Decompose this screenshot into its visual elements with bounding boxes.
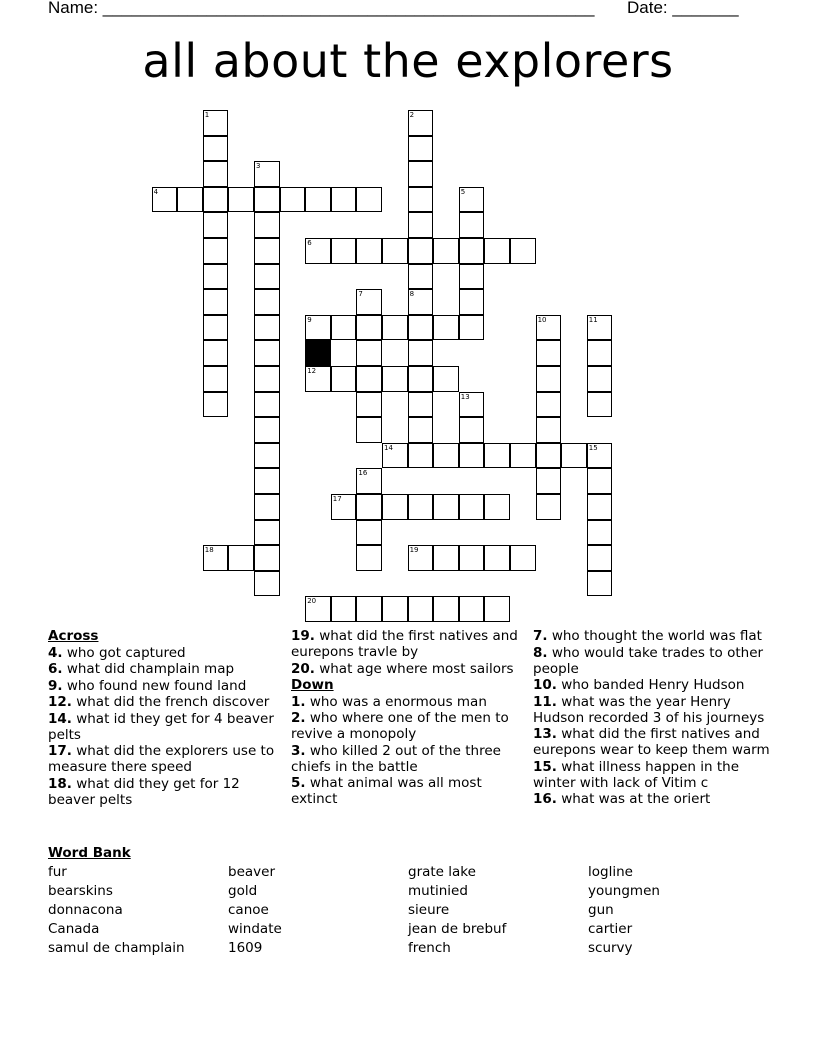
crossword-cell[interactable]	[408, 392, 434, 418]
crossword-cell[interactable]	[356, 392, 382, 418]
crossword-cell[interactable]	[203, 136, 229, 162]
crossword-cell[interactable]	[228, 187, 254, 213]
word-bank-item: grate lake	[408, 864, 476, 880]
clue-text: what did champlain map	[62, 661, 235, 677]
crossword-cell[interactable]	[459, 315, 485, 341]
crossword-cell[interactable]	[408, 161, 434, 187]
clue-number: 2.	[291, 710, 306, 726]
word-bank-item: sieure	[408, 902, 450, 918]
clue-number: 9	[307, 315, 312, 324]
crossword-cell[interactable]	[536, 340, 562, 366]
crossword-cell[interactable]	[254, 187, 280, 213]
clue-text: what age where most sailors	[314, 660, 514, 677]
clue-number: 18	[204, 546, 214, 555]
clue-number: 15.	[533, 758, 557, 775]
clue-number: 12.	[48, 694, 72, 710]
crossword-cell[interactable]	[152, 187, 178, 213]
crossword-cell[interactable]	[408, 289, 434, 315]
crossword-cell[interactable]	[484, 238, 510, 264]
crossword-cell[interactable]	[459, 417, 485, 443]
crossword-cell[interactable]	[433, 494, 459, 520]
clue-text: who killed 2 out of the three chiefs in the battle	[291, 742, 501, 775]
crossword-cell[interactable]	[203, 264, 229, 290]
crossword-cell[interactable]	[484, 443, 510, 469]
crossword-cell[interactable]	[305, 187, 331, 213]
down-clue-7	[533, 628, 771, 644]
clue-number: 2	[409, 111, 415, 119]
across-clue-18	[48, 776, 278, 808]
crossword-cell[interactable]	[254, 571, 280, 597]
crossword-cell[interactable]	[254, 392, 280, 418]
crossword-cell[interactable]	[305, 596, 331, 622]
crossword-cell[interactable]	[587, 545, 613, 571]
crossword-cell[interactable]	[433, 596, 459, 622]
crossword-cell[interactable]	[203, 366, 229, 392]
crossword-cell[interactable]	[254, 443, 280, 469]
crossword-cell[interactable]	[459, 392, 485, 418]
crossword-cell[interactable]	[510, 443, 536, 469]
clue-number: 6	[307, 239, 312, 247]
word-bank-item: Canada	[48, 921, 100, 937]
clue-number: 8	[409, 290, 415, 299]
crossword-cell[interactable]	[203, 315, 229, 341]
clues-column-3	[533, 628, 771, 808]
crossword-cell[interactable]	[408, 187, 434, 213]
crossword-cell[interactable]	[280, 187, 306, 213]
across-heading: Across	[48, 628, 99, 644]
crossword-cell[interactable]	[356, 596, 382, 622]
clue-text: who would take trades to other people	[533, 644, 764, 677]
crossword-cell[interactable]	[587, 315, 613, 341]
clue-text: who got captured	[62, 644, 186, 661]
clue-number: 10	[537, 315, 547, 324]
crossword-cell[interactable]	[331, 315, 357, 341]
page-title: all about the explorers	[142, 34, 674, 88]
crossword-cell[interactable]	[254, 468, 280, 494]
crossword-cell[interactable]	[587, 494, 613, 520]
clue-number: 7	[358, 290, 363, 299]
crossword-cell[interactable]	[254, 264, 280, 290]
clue-number: 3.	[291, 742, 306, 759]
crossword-cell[interactable]	[382, 366, 408, 392]
word-bank-column	[48, 863, 185, 958]
crossword-cell[interactable]	[459, 264, 485, 290]
crossword-cell[interactable]	[382, 494, 408, 520]
crossword-cell[interactable]	[459, 238, 485, 264]
clue-text: what animal was all most extinct	[291, 775, 482, 807]
clue-text: what did the first natives and eurepons wear to keep them warm	[533, 726, 770, 758]
word-bank-title: Word Bank	[48, 845, 131, 861]
clue-text: what was at the oriert	[556, 791, 711, 807]
name-field-label: Name: ____________________________________________________	[48, 0, 595, 17]
crossword-cell[interactable]	[459, 545, 485, 571]
clue-text: what did the first natives and eurepons travle by	[291, 628, 518, 660]
crossword-black-cell	[305, 340, 331, 366]
word-bank-item: canoe	[228, 902, 269, 918]
crossword-cell[interactable]	[536, 315, 562, 341]
crossword-cell[interactable]	[408, 110, 434, 136]
crossword-cell[interactable]	[254, 289, 280, 315]
word-bank-item: gold	[228, 883, 258, 899]
word-bank-column	[588, 863, 660, 958]
crossword-cell[interactable]	[536, 494, 562, 520]
crossword-cell[interactable]	[408, 417, 434, 443]
crossword-cell[interactable]	[254, 161, 280, 187]
across-clue-6	[48, 661, 278, 677]
crossword-cell[interactable]	[459, 212, 485, 238]
clue-text: what was the year Henry Hudson recorded 3 of his journeys	[533, 693, 765, 726]
crossword-cell[interactable]	[536, 417, 562, 443]
word-bank-item: samul de champlain	[48, 940, 185, 956]
clue-number: 7.	[533, 628, 548, 644]
clue-number: 20	[307, 597, 317, 606]
word-bank-item: gun	[588, 902, 614, 918]
crossword-cell[interactable]	[203, 161, 229, 187]
clue-text: who was a enormous man	[305, 693, 487, 710]
crossword-cell[interactable]	[408, 443, 434, 469]
crossword-cell[interactable]	[382, 443, 408, 469]
clue-text: who found new found land	[62, 677, 247, 694]
clues-column-1	[48, 628, 278, 808]
down-clue-13	[533, 726, 771, 758]
crossword-cell[interactable]	[536, 468, 562, 494]
crossword-cell[interactable]	[254, 212, 280, 238]
crossword-cell[interactable]	[510, 238, 536, 264]
down-clue-2	[291, 710, 521, 742]
crossword-cell[interactable]	[408, 264, 434, 290]
crossword-cell[interactable]	[484, 596, 510, 622]
word-bank-column	[228, 863, 282, 958]
crossword-cell[interactable]	[408, 136, 434, 162]
crossword-cell[interactable]	[408, 238, 434, 264]
down-clue-10	[533, 677, 771, 693]
down-clue-15	[533, 759, 771, 791]
word-bank-column	[408, 863, 506, 958]
crossword-cell[interactable]	[305, 238, 331, 264]
crossword-cell[interactable]	[356, 187, 382, 213]
clue-number: 19	[409, 546, 419, 555]
crossword-cell[interactable]	[587, 392, 613, 418]
clue-number: 1.	[291, 693, 306, 710]
word-bank-item: fur	[48, 864, 67, 880]
crossword-cell[interactable]	[433, 238, 459, 264]
clue-number: 14	[384, 443, 393, 452]
crossword-cell[interactable]	[254, 366, 280, 392]
clue-text: what illness happen in the winter with lack of Vitim c	[533, 758, 740, 791]
crossword-cell[interactable]	[459, 187, 485, 213]
crossword-cell[interactable]	[331, 238, 357, 264]
clue-number: 17.	[48, 743, 72, 759]
crossword-cell[interactable]	[254, 315, 280, 341]
crossword-cell[interactable]	[459, 596, 485, 622]
crossword-cell[interactable]	[356, 238, 382, 264]
crossword-cell[interactable]	[484, 494, 510, 520]
crossword-cell[interactable]	[203, 340, 229, 366]
clue-text: what did the explorers use to measure there speed	[48, 743, 275, 775]
crossword-cell[interactable]	[382, 596, 408, 622]
crossword-cell[interactable]	[587, 340, 613, 366]
crossword-cell[interactable]	[587, 571, 613, 597]
across-clue-19	[291, 628, 521, 660]
crossword-cell[interactable]	[254, 520, 280, 546]
word-bank-item: beaver	[228, 864, 275, 880]
across-clue-17	[48, 743, 278, 775]
crossword-cell[interactable]	[408, 596, 434, 622]
clue-number: 16.	[533, 791, 557, 807]
crossword-cell[interactable]	[356, 366, 382, 392]
word-bank-item: cartier	[588, 921, 633, 937]
clue-number: 13	[460, 392, 470, 401]
crossword-cell[interactable]	[254, 238, 280, 264]
crossword-cell[interactable]	[203, 545, 229, 571]
clue-number: 5	[460, 187, 466, 196]
crossword-cell[interactable]	[203, 392, 229, 418]
down-clue-3	[291, 743, 521, 775]
crossword-cell[interactable]	[331, 366, 357, 392]
down-clue-16	[533, 791, 771, 807]
crossword-cell[interactable]	[382, 315, 408, 341]
clue-number: 4.	[48, 644, 63, 661]
clue-number: 10.	[533, 677, 557, 693]
crossword-cell[interactable]	[203, 110, 229, 136]
clue-text: who where one of the men to revive a monopoly	[291, 710, 509, 742]
crossword-cell[interactable]	[484, 545, 510, 571]
crossword-cell[interactable]	[433, 443, 459, 469]
clue-number: 17	[332, 495, 342, 503]
crossword-cell[interactable]	[203, 212, 229, 238]
crossword-cell[interactable]	[356, 289, 382, 315]
crossword-cell[interactable]	[228, 545, 254, 571]
crossword-cell[interactable]	[536, 392, 562, 418]
crossword-cell[interactable]	[203, 187, 229, 213]
crossword-cell[interactable]	[408, 315, 434, 341]
crossword-cell[interactable]	[510, 545, 536, 571]
clue-text: who banded Henry Hudson	[556, 677, 745, 693]
crossword-cell[interactable]	[254, 545, 280, 571]
crossword-cell[interactable]	[356, 468, 382, 494]
crossword-cell[interactable]	[536, 366, 562, 392]
clue-number: 16	[358, 469, 368, 478]
crossword-cell[interactable]	[536, 443, 562, 469]
clue-number: 8.	[533, 644, 548, 661]
word-bank-item: donnacona	[48, 902, 123, 918]
crossword-cell[interactable]	[356, 315, 382, 341]
clue-text: what did they get for 12 beaver pelts	[48, 775, 240, 808]
crossword-cell[interactable]	[331, 596, 357, 622]
across-clue-12	[48, 694, 278, 710]
date-field-label: Date: _______	[627, 0, 739, 17]
clue-number: 12	[307, 367, 317, 375]
crossword-cell[interactable]	[459, 494, 485, 520]
crossword-cell[interactable]	[331, 494, 357, 520]
down-clue-8	[533, 645, 771, 677]
crossword-cell[interactable]	[305, 366, 331, 392]
down-clue-1	[291, 694, 521, 710]
clue-text: what id they get for 4 beaver pelts	[48, 710, 274, 743]
across-clue-14	[48, 711, 278, 743]
clue-number: 6.	[48, 661, 63, 677]
crossword-cell[interactable]	[408, 545, 434, 571]
clue-number: 9.	[48, 677, 63, 694]
word-bank-item: logline	[588, 864, 633, 880]
crossword-cell[interactable]	[177, 187, 203, 213]
across-clue-9	[48, 678, 278, 694]
crossword-cell[interactable]	[305, 315, 331, 341]
word-bank-item: windate	[228, 921, 282, 937]
crossword-cell[interactable]	[382, 238, 408, 264]
clue-number: 5.	[291, 775, 306, 791]
clue-number: 3	[256, 162, 261, 171]
crossword-cell[interactable]	[587, 366, 613, 392]
crossword-cell[interactable]	[254, 417, 280, 443]
clue-number: 14.	[48, 710, 72, 727]
crossword-cell[interactable]	[356, 494, 382, 520]
clue-number: 4	[153, 187, 159, 196]
clue-number: 1	[204, 111, 210, 119]
clue-number: 18.	[48, 775, 72, 792]
across-clue-4	[48, 645, 278, 661]
crossword-cell[interactable]	[433, 315, 459, 341]
crossword-cell[interactable]	[356, 417, 382, 443]
clue-number: 15	[588, 443, 598, 452]
word-bank-item: 1609	[228, 940, 263, 956]
crossword-cell[interactable]	[203, 238, 229, 264]
crossword-cell[interactable]	[561, 443, 587, 469]
crossword-cell[interactable]	[254, 340, 280, 366]
clue-number: 20.	[291, 660, 315, 677]
crossword-cell[interactable]	[587, 443, 613, 469]
crossword-cell[interactable]	[408, 340, 434, 366]
clue-number: 13.	[533, 726, 557, 742]
crossword-cell[interactable]	[587, 468, 613, 494]
clue-number: 11	[588, 315, 598, 324]
crossword-cell[interactable]	[356, 545, 382, 571]
down-clue-5	[291, 775, 521, 807]
clues-column-2	[291, 628, 521, 808]
clue-number: 11.	[533, 693, 557, 710]
crossword-cell[interactable]	[356, 520, 382, 546]
clue-text: who thought the world was flat	[547, 628, 762, 644]
word-bank-item: bearskins	[48, 883, 113, 899]
word-bank-item: jean de brebuf	[408, 921, 507, 937]
crossword-cell[interactable]	[433, 545, 459, 571]
word-bank-item: french	[408, 940, 451, 956]
crossword-cell[interactable]	[408, 366, 434, 392]
crossword-cell[interactable]	[331, 187, 357, 213]
crossword-cell[interactable]	[459, 443, 485, 469]
word-bank-item: mutinied	[408, 883, 468, 899]
crossword-cell[interactable]	[459, 289, 485, 315]
clue-text: what did the french discover	[71, 694, 270, 710]
crossword-cell[interactable]	[254, 494, 280, 520]
crossword-cell[interactable]	[587, 520, 613, 546]
down-heading: Down	[291, 677, 334, 693]
word-bank-item: scurvy	[588, 940, 633, 956]
crossword-cell[interactable]	[408, 494, 434, 520]
crossword-cell[interactable]	[408, 212, 434, 238]
crossword-cell[interactable]	[433, 366, 459, 392]
crossword-cell[interactable]	[356, 340, 382, 366]
down-clue-11	[533, 694, 771, 726]
word-bank-item: youngmen	[588, 883, 660, 899]
across-clue-20	[291, 661, 521, 677]
crossword-cell[interactable]	[203, 289, 229, 315]
clue-number: 19.	[291, 628, 315, 644]
